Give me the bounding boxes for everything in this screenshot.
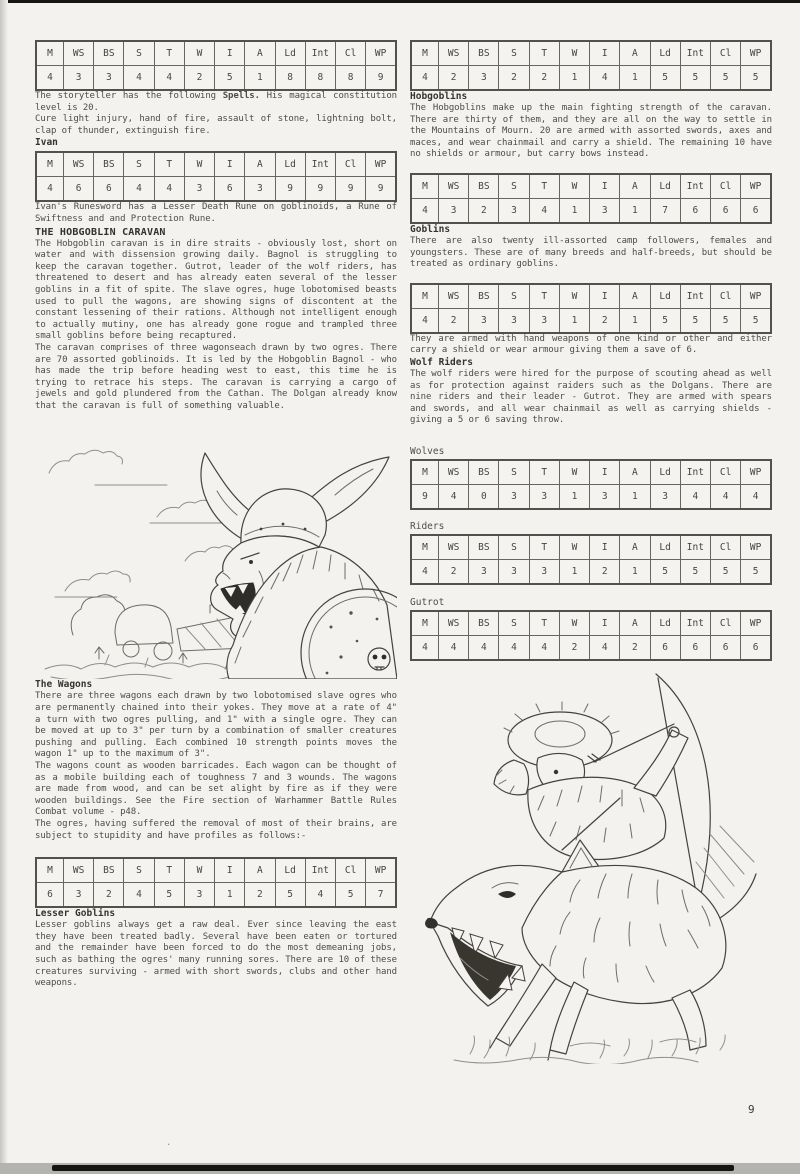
stat-value-cell: 1: [559, 484, 589, 509]
wagons-paragraph-3: The ogres, having suffered the removal of most of their brains, are subject to stupidity and have profiles as follows:-: [35, 819, 397, 841]
stat-header-cell: Ld: [650, 535, 680, 560]
stat-value-cell: 4: [411, 308, 439, 333]
stat-header-cell: BS: [469, 460, 499, 485]
stat-value-cell: 1: [245, 66, 275, 91]
stat-value-cell: 2: [184, 66, 214, 91]
stat-value-cell: 6: [741, 198, 771, 223]
hobgoblin-illustration: [35, 421, 397, 679]
stat-header-cell: BS: [469, 611, 499, 636]
stat-value-cell: 4: [305, 883, 335, 908]
stat-value-cell: 5: [650, 66, 680, 91]
stat-value-cell: 2: [559, 635, 589, 660]
stat-value-cell: 1: [559, 308, 589, 333]
stat-value-cell: 2: [94, 883, 124, 908]
stat-header-cell: W: [559, 611, 589, 636]
stat-header-cell: W: [184, 41, 214, 66]
stat-header-cell: WS: [64, 152, 94, 177]
left-column: [35, 40, 397, 990]
stat-value-cell: 4: [469, 635, 499, 660]
stat-header-cell: S: [124, 858, 154, 883]
stat-value-cell: 9: [335, 177, 365, 202]
stat-value-cell: 6: [36, 883, 64, 908]
stat-header-cell: Int: [680, 284, 710, 309]
stat-value-cell: 7: [650, 198, 680, 223]
gutrot-label: Gutrot: [410, 596, 445, 608]
stat-value-cell: 4: [36, 177, 64, 202]
stat-header-cell: A: [620, 460, 650, 485]
stat-header-cell: BS: [469, 174, 499, 199]
stat-value-cell: 3: [469, 308, 499, 333]
stat-value-cell: 3: [590, 198, 620, 223]
stat-header-cell: A: [245, 41, 275, 66]
wagons-heading: The Wagons: [35, 679, 93, 691]
spells-text-before: The storyteller has the following: [35, 91, 223, 101]
stat-value-cell: 3: [529, 308, 559, 333]
ivan-runesword-text: Ivan's Runesword has a Lesser Death Rune on goblinoids, a Rune of Swiftness and and Protection Rune.: [35, 202, 397, 224]
stat-header-cell: BS: [469, 41, 499, 66]
stat-value-cell: 9: [366, 66, 396, 91]
stat-value-cell: 6: [64, 177, 94, 202]
stat-header-cell: Cl: [710, 174, 740, 199]
stat-row: [411, 484, 771, 509]
stat-table-hobgoblins: [410, 173, 772, 224]
stat-header-cell: S: [499, 284, 529, 309]
stat-header-cell: Cl: [335, 152, 365, 177]
stat-header-cell: W: [184, 858, 214, 883]
wolves-label: Wolves: [410, 445, 445, 457]
stat-header-cell: T: [154, 41, 184, 66]
stat-header-cell: WP: [366, 41, 396, 66]
hobgoblin-caravan-heading: THE HOBGOBLIN CARAVAN: [35, 226, 166, 238]
wolf-riders-heading: Wolf Riders: [410, 356, 473, 368]
spell-list-text: Cure light injury, hand of fire, assault of stone, lightning bolt, clap of thunder, extinguish fire.: [35, 114, 397, 136]
stat-header-cell: T: [529, 41, 559, 66]
goblins-heading: Goblins: [410, 223, 451, 235]
stat-value-cell: 5: [215, 66, 245, 91]
stat-header-cell: WS: [439, 535, 469, 560]
stat-value-cell: 9: [305, 177, 335, 202]
stat-header-cell: S: [124, 152, 154, 177]
stat-value-cell: 4: [710, 484, 740, 509]
stat-value-cell: 3: [469, 559, 499, 584]
stat-header-cell: M: [411, 174, 439, 199]
stat-header-cell: M: [411, 41, 439, 66]
stat-value-cell: 4: [439, 484, 469, 509]
right-column: [410, 40, 772, 1064]
stat-header-cell: WP: [366, 858, 396, 883]
stat-row: [36, 66, 396, 91]
stat-header-cell: Cl: [335, 858, 365, 883]
stat-header-cell: WP: [741, 41, 771, 66]
scan-edge-left: [0, 0, 8, 1174]
stat-value-cell: 6: [710, 198, 740, 223]
stat-value-cell: 1: [620, 66, 650, 91]
hobgoblin-illustration-svg: [35, 421, 397, 679]
riders-label: Riders: [410, 520, 445, 532]
stat-header-cell: WP: [741, 611, 771, 636]
stat-value-cell: 2: [439, 308, 469, 333]
stat-header-cell: WP: [741, 174, 771, 199]
stat-value-cell: 2: [469, 198, 499, 223]
stat-table-riders: [410, 534, 772, 585]
wolf-rider-illustration: [410, 666, 772, 1064]
stat-value-cell: 3: [529, 559, 559, 584]
stat-header-cell: Ld: [650, 284, 680, 309]
stat-header-cell: WS: [439, 41, 469, 66]
stat-value-cell: 2: [439, 66, 469, 91]
stat-header-cell: I: [590, 460, 620, 485]
stat-header-cell: I: [590, 174, 620, 199]
stat-header-cell: Cl: [710, 284, 740, 309]
stat-value-cell: 3: [64, 883, 94, 908]
stat-value-cell: 4: [411, 635, 439, 660]
stat-value-cell: 1: [620, 198, 650, 223]
stat-row: [411, 611, 771, 636]
stat-value-cell: 3: [529, 484, 559, 509]
stat-header-cell: M: [411, 535, 439, 560]
stat-value-cell: 4: [529, 635, 559, 660]
stat-table-storyteller: [35, 40, 397, 91]
stat-header-cell: Ld: [650, 611, 680, 636]
stat-value-cell: 1: [559, 559, 589, 584]
stat-value-cell: 3: [590, 484, 620, 509]
stat-value-cell: 6: [741, 635, 771, 660]
stat-value-cell: 3: [184, 177, 214, 202]
stat-header-cell: A: [620, 41, 650, 66]
stat-header-cell: A: [245, 858, 275, 883]
stat-value-cell: 2: [245, 883, 275, 908]
stat-header-cell: T: [529, 174, 559, 199]
stat-header-cell: WS: [64, 41, 94, 66]
stat-header-cell: S: [499, 460, 529, 485]
stat-value-cell: 5: [741, 66, 771, 91]
stat-value-cell: 4: [411, 198, 439, 223]
stat-header-cell: BS: [469, 284, 499, 309]
stat-header-cell: I: [590, 284, 620, 309]
stat-header-cell: M: [36, 152, 64, 177]
stat-value-cell: 4: [36, 66, 64, 91]
stat-value-cell: 6: [215, 177, 245, 202]
ivan-heading: Ivan: [35, 137, 58, 149]
caravan-paragraph-1: The Hobgoblin caravan is in dire straits - obviously lost, short on water and with dissension growing daily. Bagnol is struggling to keep the caravan together. Gutrot, leader of the wolf riders, has threatened to desert and has already eaten several of the lesser goblins in a fit of spite. The slave ogres, huge lobotomised beasts used to pull the wagons, are showing signs of discontent at the constant lessening of their rations. Although not intelligent enough to actually mutiny, one has already gone rogue and trampled three small goblins before being recaptured.: [35, 238, 397, 342]
stat-value-cell: 2: [590, 308, 620, 333]
hobgoblins-heading: Hobgoblins: [410, 91, 468, 102]
stat-value-cell: 4: [411, 559, 439, 584]
stat-header-cell: A: [620, 535, 650, 560]
stat-header-cell: I: [590, 535, 620, 560]
stat-value-cell: 4: [124, 177, 154, 202]
stat-header-cell: W: [559, 174, 589, 199]
stat-header-cell: Int: [305, 152, 335, 177]
spells-bold-word: Spells.: [222, 91, 260, 101]
stat-header-cell: Int: [680, 611, 710, 636]
stat-value-cell: 6: [710, 635, 740, 660]
stat-header-cell: I: [215, 41, 245, 66]
stat-header-cell: I: [590, 41, 620, 66]
stat-header-cell: M: [411, 460, 439, 485]
stat-header-cell: BS: [94, 858, 124, 883]
stat-header-cell: W: [184, 152, 214, 177]
stat-value-cell: 0: [469, 484, 499, 509]
stat-header-cell: W: [559, 284, 589, 309]
stat-header-cell: S: [499, 535, 529, 560]
stat-header-cell: WS: [439, 460, 469, 485]
stat-header-cell: Cl: [710, 611, 740, 636]
stat-value-cell: 9: [411, 484, 439, 509]
stat-header-cell: A: [620, 174, 650, 199]
stat-value-cell: 4: [154, 177, 184, 202]
stat-value-cell: 5: [650, 308, 680, 333]
stat-value-cell: 1: [620, 308, 650, 333]
stat-value-cell: 2: [590, 559, 620, 584]
stat-row: [411, 66, 771, 91]
stat-header-cell: Ld: [275, 41, 305, 66]
stat-header-cell: WS: [439, 174, 469, 199]
stat-header-cell: M: [36, 858, 64, 883]
scan-artifact-dot: .: [166, 1138, 172, 1148]
stat-table-ogres: [35, 857, 397, 908]
stat-header-cell: S: [499, 174, 529, 199]
stat-header-cell: Cl: [710, 535, 740, 560]
stat-header-cell: A: [620, 284, 650, 309]
stat-header-cell: I: [215, 858, 245, 883]
stat-table-gutrot: [410, 610, 772, 661]
stat-value-cell: 8: [305, 66, 335, 91]
stat-value-cell: 3: [245, 177, 275, 202]
stat-value-cell: 4: [499, 635, 529, 660]
stat-header-cell: Int: [680, 535, 710, 560]
stat-value-cell: 8: [275, 66, 305, 91]
stat-row: [36, 177, 396, 202]
stat-row: [411, 308, 771, 333]
stat-header-cell: Cl: [710, 41, 740, 66]
stat-value-cell: 4: [590, 635, 620, 660]
caravan-paragraph-2: The caravan comprises of three wagonseach drawn by two ogres. There are 70 assorted goblinoids. It is led by the Hobgoblin Bagnol - who has made the trip before heading west to east, this time he is trying to retrace his steps. The caravan is carrying a cargo of jewels and gold plundered from the Cathan. The Dolgan already know that the caravan is full of something valuable.: [35, 342, 397, 411]
stat-value-cell: 3: [650, 484, 680, 509]
stat-header-cell: A: [245, 152, 275, 177]
stat-header-cell: T: [529, 611, 559, 636]
stat-row: [411, 174, 771, 199]
stat-value-cell: 6: [680, 198, 710, 223]
stat-value-cell: 6: [680, 635, 710, 660]
stat-header-cell: WP: [741, 284, 771, 309]
lesser-goblins-heading: Lesser Goblins: [35, 908, 116, 920]
stat-table-ivan: [35, 151, 397, 202]
stat-value-cell: 8: [335, 66, 365, 91]
stat-header-cell: Ld: [275, 152, 305, 177]
stat-row: [411, 635, 771, 660]
stat-header-cell: A: [620, 611, 650, 636]
stat-value-cell: 2: [620, 635, 650, 660]
stat-value-cell: 1: [559, 66, 589, 91]
stat-value-cell: 6: [650, 635, 680, 660]
stat-value-cell: 2: [439, 559, 469, 584]
stat-header-cell: Cl: [335, 41, 365, 66]
stat-value-cell: 5: [680, 559, 710, 584]
stat-value-cell: 5: [741, 559, 771, 584]
stat-value-cell: 2: [499, 66, 529, 91]
stat-header-cell: M: [411, 611, 439, 636]
storyteller-spells-text: [35, 91, 397, 114]
stat-value-cell: 5: [710, 66, 740, 91]
stat-row: [36, 883, 396, 908]
stat-value-cell: 3: [439, 198, 469, 223]
stat-value-cell: 9: [275, 177, 305, 202]
stat-header-cell: M: [36, 41, 64, 66]
stat-header-cell: M: [411, 284, 439, 309]
stat-row: [411, 535, 771, 560]
stat-row: [411, 460, 771, 485]
stat-value-cell: 4: [741, 484, 771, 509]
stat-row: [36, 858, 396, 883]
stat-header-cell: W: [559, 460, 589, 485]
stat-value-cell: 3: [499, 308, 529, 333]
stat-header-cell: I: [590, 611, 620, 636]
stat-row: [411, 284, 771, 309]
stat-value-cell: 5: [335, 883, 365, 908]
stat-value-cell: 3: [469, 66, 499, 91]
stat-value-cell: 4: [411, 66, 439, 91]
hobgoblins-paragraph: The Hobgoblins make up the main fighting strength of the caravan. There are thirty of them, and they are all on the way to settle in the Mountains of Mourn. 20 are armed with assorted swords, axes and maces, and wear chainmail and carry a shield. The remaining 10 have no shields or armour, but carry bows instead.: [410, 103, 772, 160]
stat-value-cell: 4: [154, 66, 184, 91]
stat-header-cell: Int: [680, 174, 710, 199]
stat-value-cell: 4: [124, 66, 154, 91]
goblins-paragraph-2: They are armed with hand weapons of one kind or other and either carry a shield or wear armour giving them a save of 6.: [410, 333, 772, 356]
stat-row: [36, 41, 396, 66]
stat-header-cell: T: [154, 152, 184, 177]
stat-value-cell: 5: [650, 559, 680, 584]
stat-header-cell: S: [499, 611, 529, 636]
stat-header-cell: Ld: [275, 858, 305, 883]
lesser-goblins-paragraph: Lesser goblins always get a raw deal. Ever since leaving the east they have been treated badly. Several have been eaten or tortured and the remainder have been forced to do the most demeaning jobs, such as bathing the ogres' many running sores. There are 10 of these creatures surviving - armed with short swords, clubs and other hand weapons.: [35, 920, 397, 989]
stat-header-cell: T: [154, 858, 184, 883]
stat-value-cell: 5: [275, 883, 305, 908]
stat-header-cell: S: [124, 41, 154, 66]
stat-table-lesser-goblins: [410, 40, 772, 91]
stat-header-cell: BS: [94, 41, 124, 66]
stat-value-cell: 5: [710, 308, 740, 333]
stat-header-cell: W: [559, 535, 589, 560]
stat-header-cell: WP: [741, 460, 771, 485]
stat-header-cell: I: [215, 152, 245, 177]
stat-value-cell: 1: [215, 883, 245, 908]
stat-value-cell: 6: [94, 177, 124, 202]
stat-header-cell: Int: [680, 41, 710, 66]
stat-value-cell: 4: [529, 198, 559, 223]
stat-header-cell: Ld: [650, 41, 680, 66]
wagons-paragraph-1: There are three wagons each drawn by two lobotomised slave ogres who are permanently chained into their yokes. They move at a rate of 4" a turn with two ogres pulling, and 1" with a single ogre. They can be moved at up to 3" per turn by a combination of smaller creatures pushing and pulling. Each combined 10 strength points moves the wagon 1" up to the maximum of 3".: [35, 691, 397, 760]
stat-value-cell: 4: [439, 635, 469, 660]
stat-value-cell: 3: [94, 66, 124, 91]
stat-row: [411, 41, 771, 66]
stat-header-cell: WP: [366, 152, 396, 177]
stat-header-cell: T: [529, 460, 559, 485]
stat-value-cell: 9: [366, 177, 396, 202]
stat-header-cell: Int: [680, 460, 710, 485]
stat-value-cell: 5: [154, 883, 184, 908]
stat-value-cell: 5: [680, 66, 710, 91]
stat-value-cell: 5: [680, 308, 710, 333]
stat-value-cell: 4: [124, 883, 154, 908]
stat-value-cell: 3: [499, 198, 529, 223]
stat-header-cell: Cl: [710, 460, 740, 485]
wolf-rider-illustration-svg: [410, 666, 772, 1064]
stat-row: [36, 152, 396, 177]
wagons-paragraph-2: The wagons count as wooden barricades. Each wagon can be thought of as a mobile building each of toughness 7 and 3 wounds. The wagons are made from wood, and can be set alight by fire as if they were wooden buildings. See the Fire section of Warhammer Battle Rules Combat volume - p48.: [35, 761, 397, 818]
stat-value-cell: 7: [366, 883, 396, 908]
stat-header-cell: Ld: [650, 460, 680, 485]
stat-header-cell: S: [499, 41, 529, 66]
stat-header-cell: Int: [305, 41, 335, 66]
stat-header-cell: Ld: [650, 174, 680, 199]
stat-table-goblins: [410, 283, 772, 334]
stat-header-cell: WS: [439, 284, 469, 309]
stat-value-cell: 1: [620, 484, 650, 509]
scan-edge-top: [0, 0, 800, 3]
stat-value-cell: 4: [680, 484, 710, 509]
stat-row: [411, 198, 771, 223]
stat-header-cell: W: [559, 41, 589, 66]
stat-value-cell: 1: [620, 559, 650, 584]
goblins-paragraph-1: There are also twenty ill-assorted camp followers, females and youngsters. These are of many breeds and half-breeds, but should be treated as ordinary goblins.: [410, 235, 772, 270]
stat-header-cell: WS: [439, 611, 469, 636]
stat-header-cell: Int: [305, 858, 335, 883]
stat-value-cell: 3: [64, 66, 94, 91]
stat-value-cell: 3: [499, 484, 529, 509]
stat-value-cell: 5: [710, 559, 740, 584]
stat-value-cell: 1: [559, 198, 589, 223]
stat-header-cell: T: [529, 284, 559, 309]
stat-table-wolves: [410, 459, 772, 510]
scan-edge-bottom-bar: [52, 1165, 734, 1171]
spells-text-after: His magical constitution level is 20.: [35, 91, 397, 113]
stat-value-cell: 2: [529, 66, 559, 91]
stat-header-cell: WP: [741, 535, 771, 560]
stat-row: [411, 559, 771, 584]
stat-header-cell: T: [529, 535, 559, 560]
stat-value-cell: 3: [499, 559, 529, 584]
page-number: 9: [748, 1103, 755, 1116]
stat-header-cell: BS: [469, 535, 499, 560]
stat-value-cell: 4: [590, 66, 620, 91]
stat-value-cell: 5: [741, 308, 771, 333]
stat-header-cell: WS: [64, 858, 94, 883]
stat-header-cell: BS: [94, 152, 124, 177]
wolf-riders-paragraph: The wolf riders were hired for the purpose of scouting ahead as well as for protection against raiders such as the Dolgans. There are nine riders and their leader - Gutrot. They are armed with spears and swords, and all wear chainmail as well as carrying shields - giving a 5 or 6 saving throw.: [410, 368, 772, 426]
stat-value-cell: 3: [184, 883, 214, 908]
